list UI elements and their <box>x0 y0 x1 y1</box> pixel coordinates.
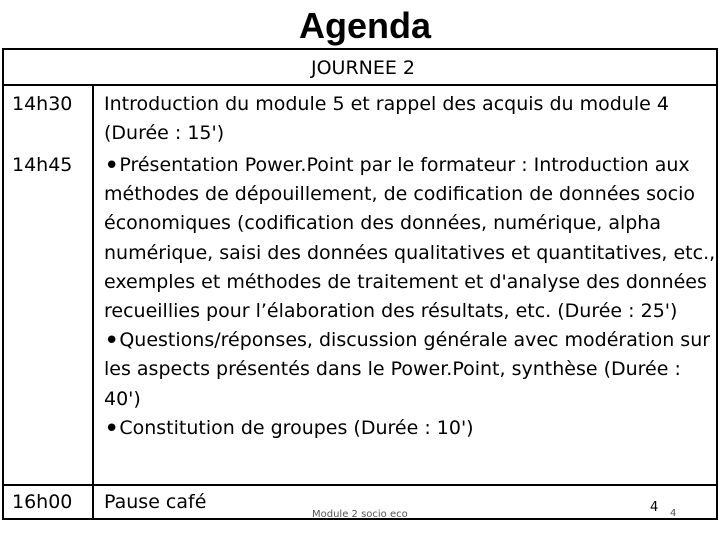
desc-cell-1445 <box>104 151 716 443</box>
row-divider <box>4 484 716 486</box>
day-header: JOURNEE 2 <box>310 57 416 79</box>
slide-number-small: 4 <box>670 508 677 519</box>
footer-text: Module 2 socio eco <box>312 509 408 520</box>
desc-cell-1600 <box>104 488 716 517</box>
agenda-item <box>104 326 716 414</box>
desc-cell-1430 <box>104 90 716 148</box>
slide-number: 4 <box>650 500 659 515</box>
time-cell-1445: 14h45 <box>12 154 73 176</box>
agenda-table <box>2 48 718 520</box>
bullet-icon: • <box>104 413 120 444</box>
bullet-icon: • <box>104 326 120 357</box>
header-divider <box>4 84 716 86</box>
time-cell-1600: 16h00 <box>12 491 73 513</box>
agenda-item-text: Questions/réponses, discussion générale avec modération sur les aspects présentés dans le Power.Point, synthèse (Durée : 40') <box>104 329 711 410</box>
agenda-item-text: Introduction du module 5 et rappel des acquis du module 4 (Durée : 15') <box>104 93 669 145</box>
agenda-item <box>104 151 716 326</box>
agenda-item-text: Pause café <box>104 491 207 513</box>
bullet-icon: • <box>104 151 120 181</box>
agenda-item <box>104 414 716 443</box>
time-cell-1430: 14h30 <box>12 93 73 115</box>
agenda-item-text: Présentation Power.Point par le formateur : Introduction aux méthodes de dépouillement, de codification de données socio économiques (codification des données, numérique, alpha numérique, saisi des données qualitatives et quantitatives, etc., exemples et méthodes de traitement et d'analyse des données recueillies pour l’élaboration des résultats, etc. (Durée : 25') <box>104 154 716 323</box>
page-title: Agenda <box>298 5 431 46</box>
column-divider <box>92 86 94 518</box>
agenda-item-text: Constitution de groupes (Durée : 10') <box>119 416 474 439</box>
